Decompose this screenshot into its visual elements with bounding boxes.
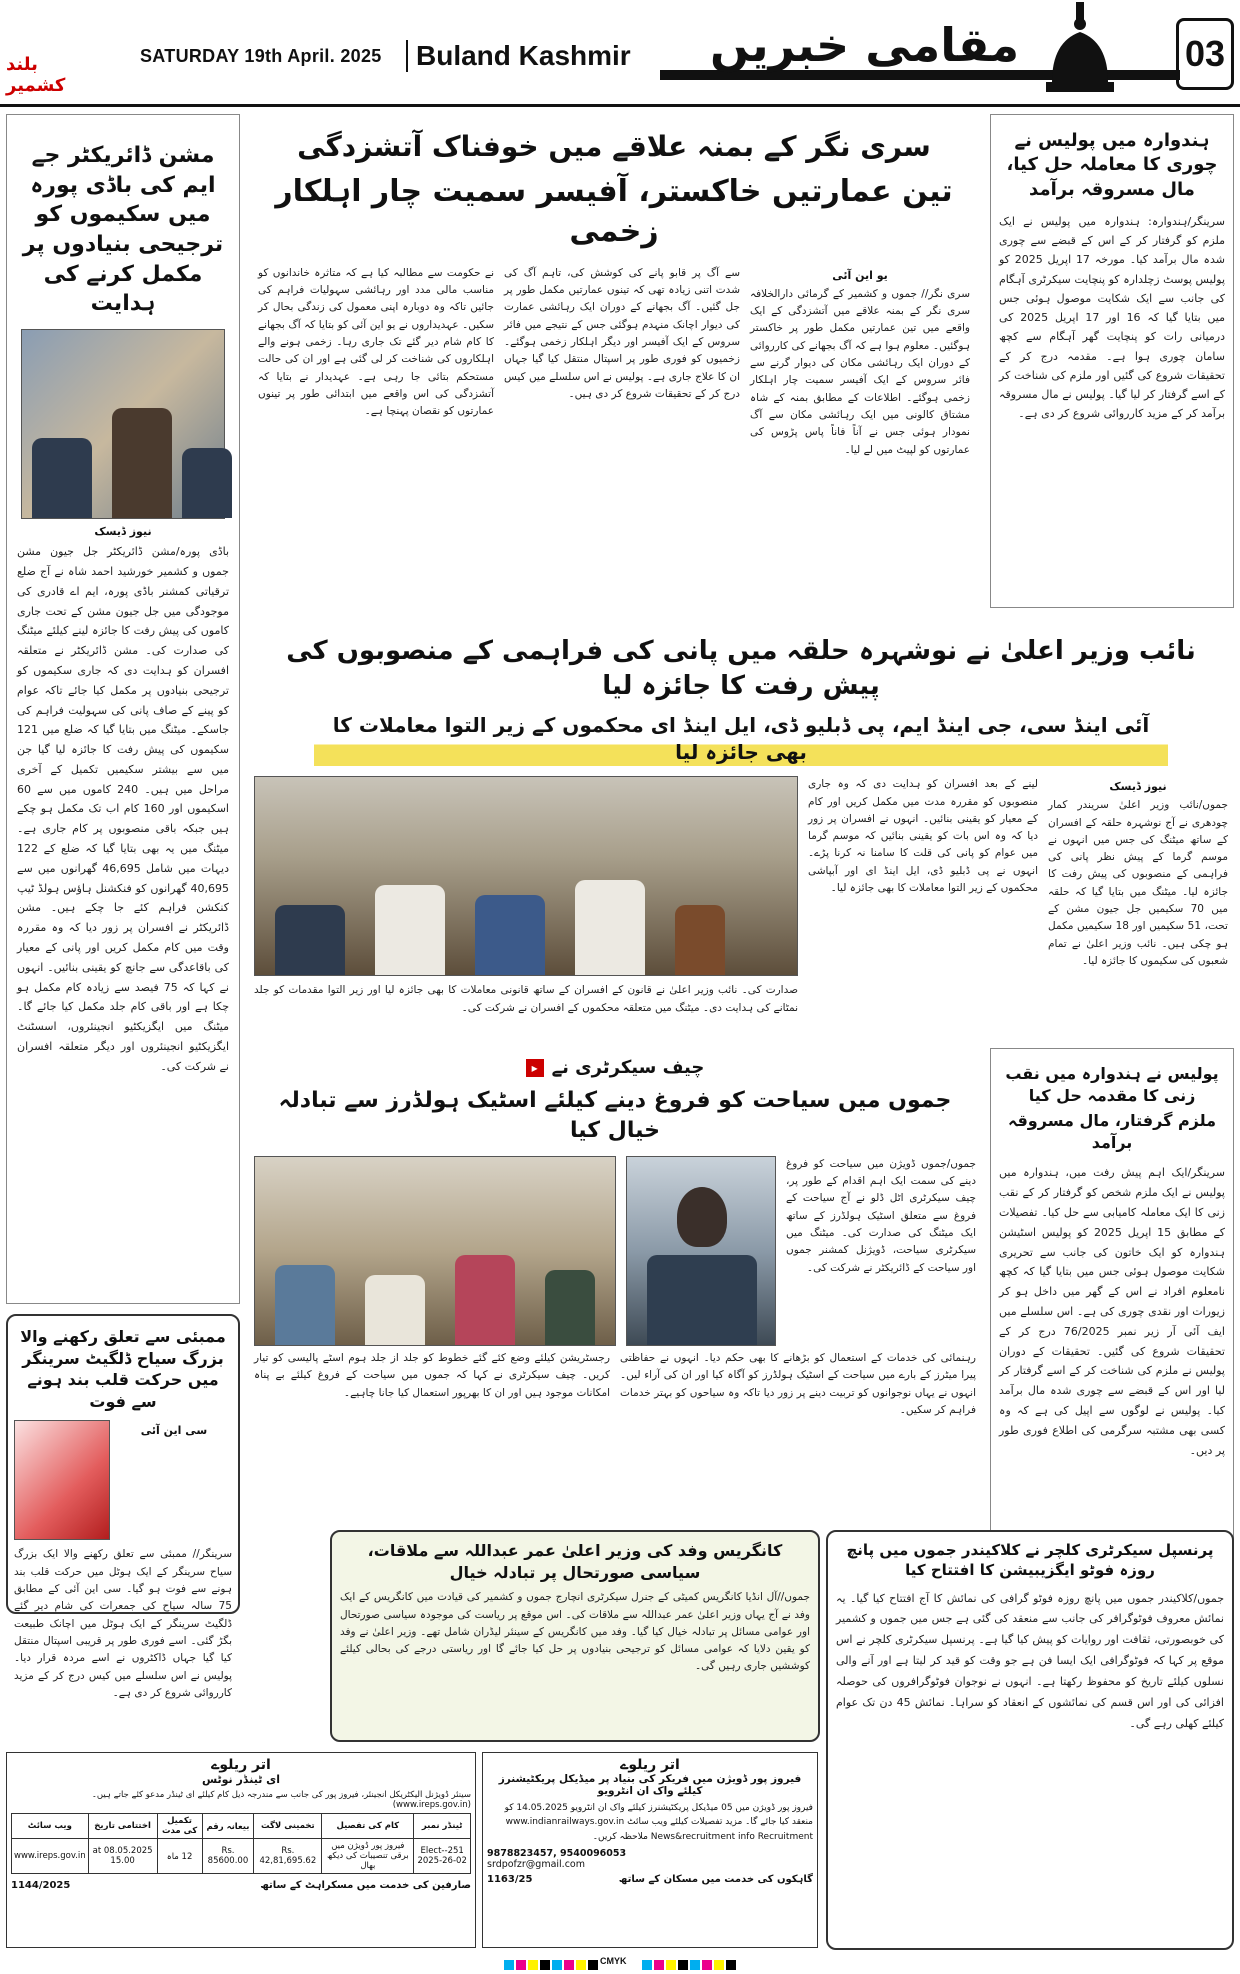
railway-tender-ref: 1144/2025: [11, 1880, 71, 1891]
chief-secretary-photo: [626, 1156, 776, 1346]
handwara-theft-headline: ہندوارہ میں پولیس نے چوری کا معاملہ حل کیا، مال مسروقہ برآمد: [1006, 130, 1218, 200]
fire-story-headline-1: سری نگر کے بمنہ علاقے میں خوفناک آتشزدگی: [297, 130, 931, 163]
heart-attack-photo: [14, 1420, 110, 1540]
fire-story-byline: یو این آئی: [832, 268, 888, 282]
table-header: کام کی تفصیل: [322, 1814, 414, 1839]
handwara-burglary-body: سرینگر/ایک اہم پیش رفت میں، ہندوارہ میں پولیس نے ایک ملزم شخص کو گرفتار کر کے نقب زنی کا ایک معاملہ کامیابی سے حل کیا۔ تفصیلات کے مطابق 15 اپریل 2025 کو پولیس اسٹیشن ہندوارہ کو ایک خاتون کی جانب سے تحریری شکایت موصول ہوئی جس میں بتایا گیا کہ کچھ نامعلوم افراد نے اس کے گھر میں داخل ہو کر زیورات اور نقدی چوری کی ہے۔ اس سلسلے میں ایف آئی آر زیر نمبر 76/2025 درج کر کے تحقیقات شروع کی گئیں۔ تحقیقات کے دوران پولیس نے ملزم کی شناخت کر کے اسے گرفتار کر لیا اور اس کے قبضے سے چوری شدہ مال برآمد کیا۔ پولیس نے لوگوں سے اپیل کی ہے کہ وہ کسی بھی مشتبہ سرگرمی کی اطلاع فوری طور پر دیں۔: [999, 1166, 1226, 1457]
deputy-cm-col-2: لینے کے بعد افسران کو ہدایت دی کہ وہ جاری منصوبوں کو مقررہ مدت میں مکمل کریں اور کام کے معیار کو یقینی بنائیں۔ انہوں نے افسران پر زور دیا کہ وہ اس بات کو یقینی بنائیں کہ موسم گرما میں عوام کو پانی کی قلت کا سامنا نہ کرنا پڑے۔ انہوں نے پی ڈبلیو ڈی، ایل اینڈ ای اور آبپاشی محکموں کے زیر التوا معاملات کا بھی جائزہ لیا۔: [808, 778, 1038, 895]
kicker-mark-icon: ▸: [526, 1059, 544, 1077]
congress-delegation-headline: کانگریس وفد کی وزیر اعلیٰ عمر عبداللہ سے ملاقات، سیاسی صورتحال پر تبادلہ خیال: [367, 1541, 783, 1582]
table-row: [12, 1839, 471, 1874]
deputy-cm-meeting-photo: [254, 776, 798, 976]
handwara-theft-story: [990, 114, 1234, 608]
photo-exhibition-headline: پرنسپل سیکرٹری کلچر نے کلاکیندر جموں میں پانچ روزہ فوٹو ایگزیبیشن کا افتتاح کیا: [846, 1541, 1214, 1580]
masthead: [0, 0, 1240, 112]
chief-secretary-col-1: جموں/جموں ڈویژن میں سیاحت کو فروغ دینے کی سمت ایک اہم اقدام کے طور پر، چیف سیکرٹری اٹل ڈلو نے آج سیاحت کے فروغ سے متعلق اسٹیک ہولڈرز کے ساتھ ایک میٹنگ کی صدارت کی۔ میٹنگ میں سیکرٹری سیاحت، ڈویژنل کمشنر جموں اور سیاحت کے ڈائریکٹر نے شرکت کی۔: [786, 1157, 976, 1274]
chief-secretary-headline: جموں میں سیاحت کو فروغ دینے کیلئے اسٹیک ہولڈرز سے تبادلہ خیال کیا: [278, 1088, 952, 1143]
table-header: اختتامی تاریخ: [88, 1814, 157, 1839]
left-story: [6, 114, 240, 1304]
tourist-death-body: سرینگر// ممبئی سے تعلق رکھنے والا ایک بزرگ سیاح سرینگر کے ایک ہوٹل میں حرکت قلب بند ہونے سے فوت ہو گیا۔ سی این آئی کے مطابق 75 سالہ سیاح کی جمعرات کی شام دیر گئے ڈلگیٹ سرینگر کے ایک ہوٹل میں اچانک طبیعت بگڑ گئی۔ اسے فوری طور پر قریبی اسپتال منتقل کیا گیا جہاں ڈاکٹروں نے اسے مردہ قرار دیا۔ پولیس نے اس سلسلے میں کیس درج کر کے مزید کارروائی شروع کر دی ہے۔: [14, 1548, 232, 1699]
chief-secretary-kicker: چیف سیکرٹری نے: [551, 1057, 705, 1078]
table-header: بیعانہ رقم: [202, 1814, 254, 1839]
deputy-cm-headline-2: آئی اینڈ سی، جی اینڈ ایم، پی ڈبلیو ڈی، ایل اینڈ ای محکموں کے زیر التوا معاملات کا بھی جائزہ لیا: [314, 712, 1168, 766]
railway-tender-title: اتر ریلوے: [211, 1757, 271, 1773]
tourist-death-headline: ممبئی سے تعلق رکھنے والا بزرگ سیاح ڈلگیٹ سرینگر میں حرکت قلب بند ہونے سے فوت: [20, 1327, 226, 1411]
table-cell: 251-Elect-2025-26-02: [414, 1839, 471, 1874]
table-cell: Rs. 42,81,695.62: [254, 1839, 322, 1874]
handwara-burglary-headline-2: ملزم گرفتار، مال مسروقہ برآمد: [1007, 1111, 1217, 1152]
table-header: ویب سائٹ: [12, 1814, 89, 1839]
railway-interview-ad: [482, 1752, 818, 1948]
paper-logo: بلند کشمیر: [6, 54, 66, 96]
congress-delegation-story: [330, 1530, 820, 1742]
railway-interview-email: srdpofzr@gmail.com: [487, 1859, 585, 1871]
masthead-rule: [0, 104, 1240, 107]
handwara-burglary-headline-1: پولیس نے ہندوارہ میں نقب زنی کا مقدمہ حل کیا: [1005, 1064, 1219, 1105]
railway-interview-ref: 1163/25: [487, 1874, 533, 1886]
masthead-divider: [406, 40, 408, 72]
tourist-death-byline: سی این آئی: [140, 1424, 208, 1438]
railway-tender-tagline: صارفین کی خدمت میں مسکراہٹ کے ساتھ: [260, 1880, 471, 1891]
table-header-row: [12, 1814, 471, 1839]
chief-secretary-col-2: رہنمائی کی خدمات کے استعمال کو بڑھانے کا بھی حکم دیا۔ انہوں نے حفاظتی پیرا میٹرز کے بارے میں سیاحت کے اسٹیک ہولڈرز کو آگاہ کیا اور ان کی آراء لیں۔ انہوں نے یہاں نوجوانوں کو تربیت دینے پر زور دیا تاکہ وہ سیاحوں کو بہتر خدمات فراہم کر سکیں۔: [620, 1352, 976, 1416]
deputy-cm-col-1: جموں/نائب وزیر اعلیٰ سریندر کمار چودھری نے آج نوشہرہ حلقہ کے افسران کے ساتھ میٹنگ کی جس میں انہوں نے موسم گرما کے پیش نظر پانی کی فراہمی کے منصوبوں کی پیش رفت کا جائزہ لیا۔ میٹنگ میں بتایا گیا کہ حلقہ میں 70 سکیمیں جل جیون مشن کے تحت، 51 سکیمیں اور 18 سکیمیں مکمل ہو چکی ہیں۔ نائب وزیر اعلیٰ نے تمام شعبوں کی سکیموں کا جائزہ لیا۔: [1048, 799, 1228, 967]
table-cell: فیروز پور ڈویژن میں برقی تنصیبات کی دیکھ بھال: [322, 1839, 414, 1874]
deputy-cm-col-3: صدارت کی۔ نائب وزیر اعلیٰ نے قانون کے افسران کے ساتھ قانونی معاملات کا بھی جائزہ لیا اور زیر التوا مقدمات کو جلد نمٹانے کی ہدایت دی۔ میٹنگ میں متعلقہ محکموں کے افسران نے شرکت کی۔: [254, 984, 798, 1014]
print-colour-label: CMYK: [600, 1956, 627, 1966]
deputy-cm-headline-1: نائب وزیر اعلیٰ نے نوشہرہ حلقہ میں پانی کی فراہمی کے منصوبوں کی پیش رفت کا جائزہ لیا: [286, 636, 1196, 702]
photo-exhibition-body: جموں/کلاکیندر جموں میں پانچ روزہ فوٹو گرافی کی نمائش کا آج افتتاح کیا گیا۔ یہ نمائش معروف فوٹوگرافر کی جانب سے منعقد کی گئی ہے جس میں جموں و کشمیر کی خوبصورتی، ثقافت اور روایات کو پیش کیا گیا ہے۔ پرنسپل سیکرٹری کلچر نے اس موقع پر کہا کہ فوٹوگرافی ایک ایسا فن ہے جو وقت کو قید کر لیتا ہے اور آنے والی نسلوں کیلئے تاریخ کو محفوظ رکھتا ہے۔ انہوں نے نوجوان فوٹوگرافروں کی حوصلہ افزائی کی اور اس قسم کی نمائشوں کے انعقاد کو سراہا۔ نمائش 45 دن تک عوام کیلئے کھلی رہے گی۔: [836, 1591, 1224, 1730]
fire-story-col-1: سری نگر// جموں و کشمیر کے گرمائی دارالخلافہ سری نگر کے بمنہ علاقے میں آتشزدگی کے ایک واقعے میں تین عمارتیں مکمل طور پر خاکستر ہوگئیں۔ معلوم ہوا ہے کہ آگ بجھانے کی کارروائی کے دوران ایک رہائشی مکان کی دیوار گرنے سے فائر سروس کے ایک آفیسر سمیت چار اہلکار زخمی ہوگئے۔ اطلاعات کے مطابق بمنہ کے شاہ مشتاق کالونی میں ایک رہائشی مکان سے آگ نمودار ہوئی جس نے آناً فاناً پاس پڑوس کی عمارتوں کو لپیٹ میں لے لیا۔: [750, 287, 970, 456]
chief-secretary-continuation: [248, 1350, 982, 1520]
fire-story-col-2: سے آگ پر قابو پانے کی کوشش کی، تاہم آگ کی شدت اتنی زیادہ تھی کہ تینوں عمارتیں مکمل طور پر جل گئیں۔ آگ بجھانے کے دوران ایک رہائشی عمارت کی دیوار اچانک منہدم ہوگئی جس کے نتیجے میں فائر سروس کے ایک آفیسر اور دیگر اہلکار زخمی ہوگئے۔ زخمیوں کو فوری طور پر اسپتال منتقل کیا گیا جہاں ان کا علاج جاری ہے۔ پولیس نے اس سلسلے میں کیس درج کر کے تحقیقات شروع کر دی ہیں۔: [504, 266, 740, 400]
railway-tender-intro: سینئر ڈویژنل الیکٹریکل انجینئر، فیروز پور کی جانب سے مندرجہ ذیل کام کیلئے ای ٹینڈر مدعو کئے جاتے ہیں۔ (www.ireps.gov.in): [91, 1790, 471, 1810]
left-story-byline: نیوز ڈیسک: [94, 525, 152, 539]
issue-date: SATURDAY 19th April. 2025: [140, 46, 382, 66]
section-title: مقامی خبریں: [710, 18, 1020, 72]
chief-secretary-kicker-row: [254, 1056, 976, 1080]
tourism-meeting-photo: [254, 1156, 616, 1346]
railway-interview-title: اتر ریلوے: [620, 1757, 680, 1773]
congress-delegation-body: جموں//آل انڈیا کانگریس کمیٹی کے جنرل سیکرٹری انچارج جموں و کشمیر کی قیادت میں کانگریس کے ایک وفد نے آج یہاں وزیر اعلیٰ عمر عبداللہ سے ملاقات کی۔ اس موقع پر ریاست کی موجودہ سیاسی صورتحال اور عوامی مسائل پر تبادلہ خیال کیا گیا۔ وفد میں کانگریس کے سینئر لیڈران شامل تھے۔ وزیر اعلیٰ نے وفد کو یقین دلایا کہ عوامی مسائل کو ترجیحی بنیادوں پر حل کیا جائے گا اور ریاستی درجے کی بحالی کیلئے کوششیں جاری رہیں گی۔: [340, 1591, 810, 1673]
fire-story: [248, 114, 980, 608]
left-story-body: باڈی پورہ/مشن ڈائریکٹر جل جیون مشن جموں و کشمیر خورشید احمد شاہ نے آج ضلع ترقیاتی کمشنر باڈی پورہ، ایم اے قادری کی موجودگی میں جل جیون مشن کے تحت جاری کاموں کی پیش رفت کا جائزہ لینے کیلئے میٹنگ کی صدارت کی۔ مشن ڈائریکٹر نے متعلقہ افسران کو ہدایت دی کہ جاری سکیموں کو ترجیحی بنیادوں پر مکمل کیا جائے تاکہ عوام کو پینے کے صاف پانی کی سہولیت فراہم کی جاسکے۔ میٹنگ میں بتایا گیا کہ ضلع میں 121 سکیموں کی پیش رفت کا جائزہ لیا گیا جن میں سے بیشتر سکیمیں تکمیل کے آخری مراحل میں ہیں۔ 240 کاموں میں سے 60 اسکیموں اور 160 کام اب تک مکمل ہو چکے ہیں جبکہ باقی منصوبوں پر کام جاری ہے۔ میٹنگ میں یہ بھی بتایا گیا کہ ضلع کے 122 دیہات میں شامل 46,695 گھرانوں میں سے 40,695 گھرانوں کو فنکشنل ہاؤس ہولڈ ٹیپ کنکشن فراہم کئے جا چکے ہیں۔ مشن ڈائریکٹر نے افسران پر زور دیا کہ وہ مقررہ وقت میں کام مکمل کریں اور پانی کے معیار کی باقاعدگی سے جانچ کو یقینی بنائیں۔ انہوں نے کہا کہ 75 فیصد سے زیادہ کام مکمل ہو چکا ہے اور باقی کام جلد مکمل کیا جائے گا۔ میٹنگ میں ایگزیکٹیو انجینئروں، اسسٹنٹ ایگزیکٹیو انجینئروں اور دیگر متعلقہ افسران نے شرکت کی۔: [17, 545, 229, 1073]
railway-interview-body: فیروز پور ڈویژن میں 05 میڈیکل پریکٹیشنرز کیلئے واک ان انٹرویو 14.05.2025 کو منعقد کیا جائے گا۔ مزید تفصیلات کیلئے ویب سائٹ www.indianrailways.gov.in News&recruitment info Recruitment ملاحظہ کریں۔: [504, 1803, 813, 1842]
railway-interview-tagline: گاہکوں کی خدمت میں مسکان کے ساتھ: [618, 1874, 813, 1886]
left-story-headline: مشن ڈائریکٹر جے ایم کی باڈی پورہ میں سکیموں کو ترجیحی بنیادوں پر مکمل کرنے کی ہدایت: [22, 143, 224, 317]
table-cell: www.ireps.gov.in: [12, 1839, 89, 1874]
table-cell: 12 ماہ: [157, 1839, 202, 1874]
fire-story-col-3: نے حکومت سے مطالبہ کیا ہے کہ متاثرہ خاندانوں کو مناسب مالی مدد اور رہائشی سہولیات فراہم کی جائیں تاکہ وہ دوبارہ اپنی معمول کی زندگی بحال کر سکیں۔ عہدیداروں نے یو این آئی کو بتایا کہ آگ بجھانے کا کام شام دیر گئے تک جاری رہا۔ زخمی ہونے والے اہلکاروں کی شناخت کر لی گئی ہے اور ان کی حالت مستحکم بتائی جا رہی ہے۔ عہدیدار نے بتایا کہ آتشزدگی کی اس واقعے میں ابتدائی طور پر تینوں عمارتوں کو نقصان پہنچا ہے۔: [258, 266, 494, 418]
deputy-cm-byline: نیوز ڈیسک: [1109, 780, 1167, 794]
railway-interview-phones: 9878823457, 9540096053: [487, 1848, 627, 1860]
handwara-theft-body: سرینگر/ہندوارہ: ہندوارہ میں پولیس نے ایک ملزم کو گرفتار کر کے اس کے قبضے سے چوری شدہ مال برآمد کیا۔ مورخہ 17 اپریل 2025 کو پولیس پوسٹ زچلدارہ کو پنچایت سیکرٹری آہگام کی جانب سے ایک شکایت موصول ہوئی جس میں بتایا گیا کہ 16 اور 17 اپریل 2025 کی درمیانی رات کو پنچایت گھر آہگام سے کچھ سامان چوری ہوا ہے۔ مقدمہ درج کر کے تحقیقات شروع کی گئیں اور ملزم کی شناخت کر کے اسے گرفتار کر لیا گیا۔ پولیس نے مال مسروقہ برآمد کر کے مزید کارروائی شروع کر دی ہے۔: [999, 214, 1225, 421]
page-number: 03: [1176, 18, 1234, 90]
paper-name: Buland Kashmir: [416, 40, 631, 71]
meeting-photo: [21, 329, 225, 519]
railway-interview-subtitle: فیروز پور ڈویژن میں فریکر کی بنیاد پر میڈیکل پریکٹیشنرز کیلئے واک ان انٹرویو: [498, 1773, 802, 1797]
table-cell: Rs. 85600.00: [202, 1839, 254, 1874]
photo-exhibition-story: [826, 1530, 1234, 1950]
railway-tender-ad: [6, 1752, 476, 1948]
railway-tender-subtitle: ای ٹینڈر نوٹس: [201, 1773, 280, 1786]
tourist-death-story: [6, 1314, 240, 1699]
chief-secretary-story: [248, 1048, 982, 1348]
railway-tender-table: [11, 1813, 471, 1874]
deputy-cm-story: [248, 616, 1234, 1040]
dome-icon: [1040, 2, 1120, 98]
table-header: تکمیل کی مدت: [157, 1814, 202, 1839]
fire-story-headline-2: تین عمارتیں خاکستر، آفیسر سمیت چار اہلکار زخمی: [275, 173, 953, 250]
table-cell: 08.05.2025 at 15.00: [88, 1839, 157, 1874]
table-header: ٹینڈر نمبر: [414, 1814, 471, 1839]
chief-secretary-col-3: رجسٹریشن کیلئے وضع کئے گئے خطوط کو جلد از جلد ہوم اسٹے پالیسی کو تیار کریں۔ چیف سیکرٹری نے کہا کہ جموں میں سیاحت کے فروغ کیلئے بے پناہ امکانات موجود ہیں اور ان کا بھرپور استعمال کیا جانا چاہیے۔: [254, 1352, 610, 1399]
table-header: تخمینی لاگت: [254, 1814, 322, 1839]
